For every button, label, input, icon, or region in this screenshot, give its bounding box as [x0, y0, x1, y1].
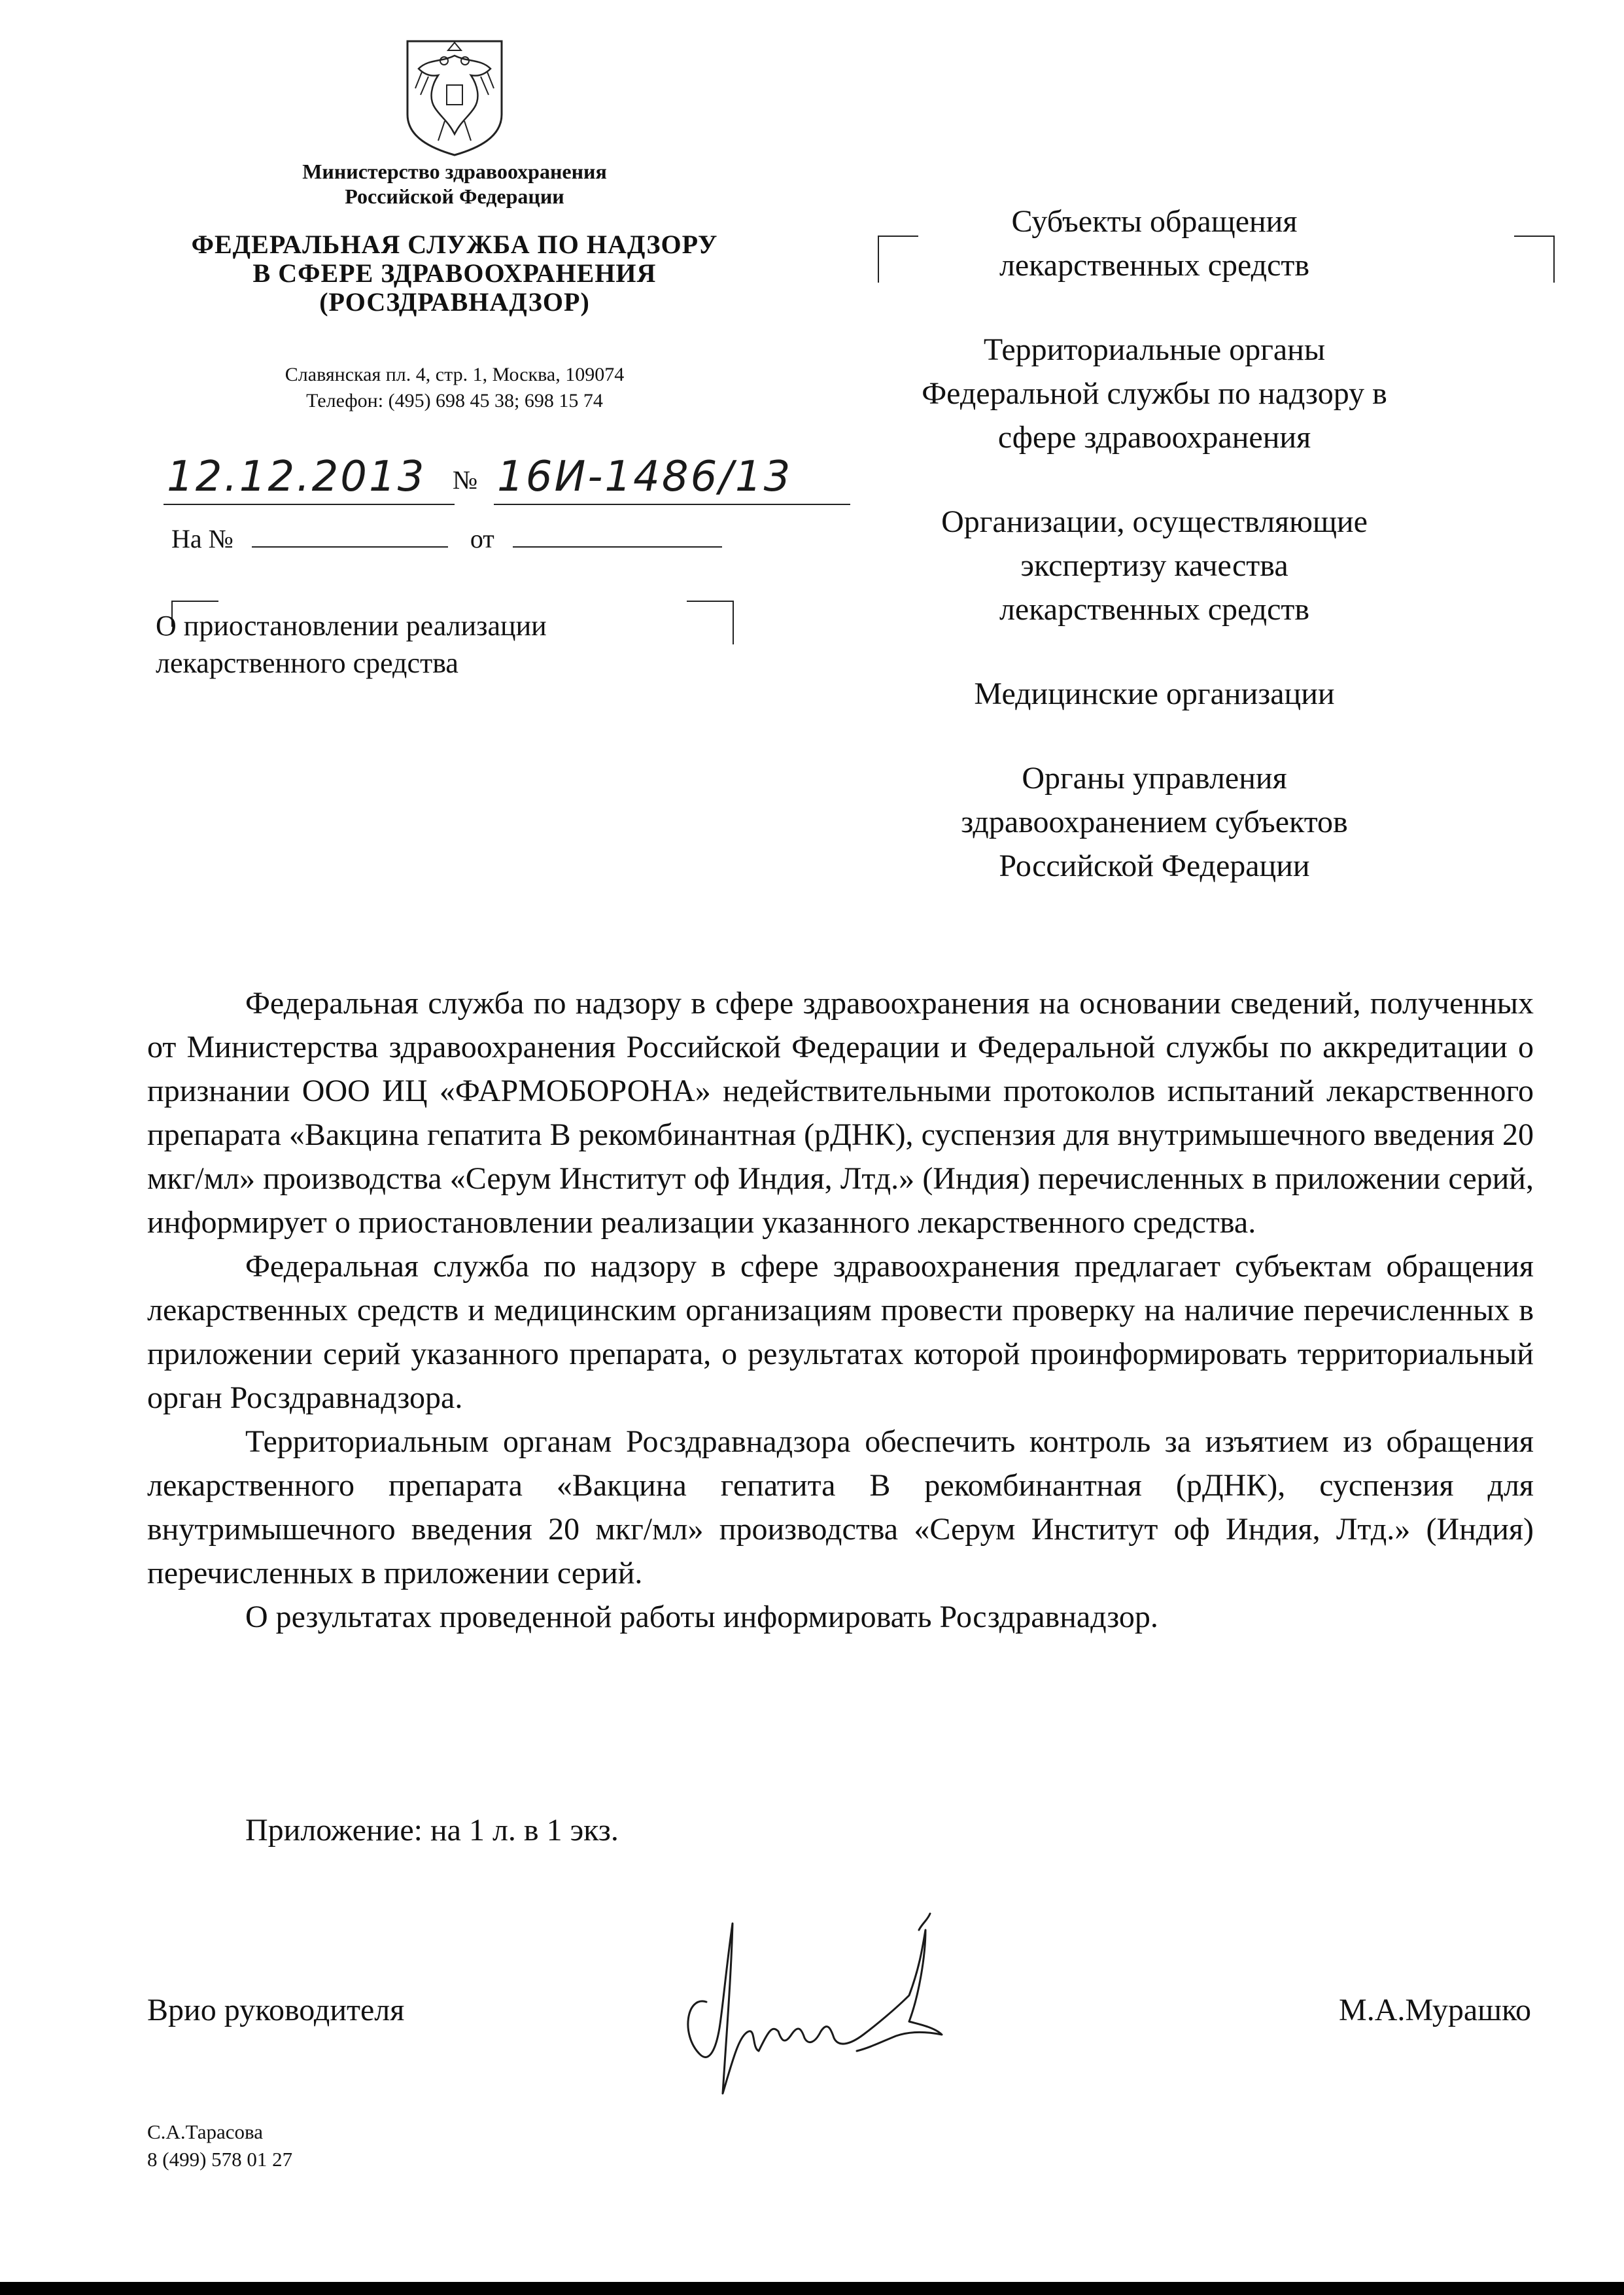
recipient-line: лекарственных средств: [999, 248, 1310, 283]
executor-block: [147, 2118, 292, 2173]
date-underline: [164, 504, 455, 505]
recipients-bracket-right: [1514, 236, 1555, 283]
service-line-2: В СФЕРЕ ЗДРАВООХРАНЕНИЯ: [252, 258, 657, 288]
recipient-line: Субъекты обращения: [1011, 204, 1298, 239]
recipient-line: Медицинские организации: [974, 676, 1335, 711]
recipient-line: сфере здравоохранения: [997, 420, 1311, 455]
attachment-note: Приложение: на 1 л. в 1 экз.: [245, 1813, 619, 1848]
recipient-item: [844, 672, 1465, 716]
body-paragraph-1: Федеральная служба по надзору в сфере здравоохранения на основании сведений, полученных от Министерства здравоохранения Российской Федерации и Федеральной службы по аккредитации о признании ООО ИЦ «ФАРМОБОРОНА» недействительными протоколов испытаний лекарственного препарата «Вакцина гепатита В рекомбинантная (рДНК), суспензия для внутримышечного введения 20 мкг/мл» производства «Серум Институт оф Индия, Лтд.» (Индия) перечисленных в приложении серий, информирует о приостановлении реализации указанного лекарственного средства.: [147, 986, 1534, 1240]
scan-edge-bar: [0, 2282, 1624, 2295]
phone-line: Телефон: (495) 698 45 38; 698 15 74: [306, 390, 603, 412]
service-name: [150, 230, 759, 317]
service-line-3: (РОСЗДРАВНАДЗОР): [319, 287, 590, 317]
handwritten-signature: [661, 1884, 968, 2139]
body-paragraph-2: Федеральная служба по надзору в сфере здравоохранения предлагает субъектам обращения лекарственных средств и медицинским организациям провести проверку на наличие перечисленных в приложении серий указанного препарата, о результатах которой проинформировать территориальный орган Росздравнадзора.: [147, 1249, 1534, 1415]
recipient-item: [844, 500, 1465, 631]
ministry-line-2: Российской Федерации: [345, 184, 564, 208]
body-paragraph-3: Территориальным органам Росздравнадзора обеспечить контроль за изъятием из обращения лекарственного препарата «Вакцина гепатита В рекомбинантная (рДНК), суспензия для внутримышечного введения 20 мкг/мл» производства «Серум Институт оф Индия, Лтд.» (Индия) перечисленных в приложении серий.: [147, 1424, 1534, 1590]
subject: [156, 607, 627, 682]
subject-line-2: лекарственного средства: [156, 647, 458, 679]
subject-line-1: О приостановлении реализации: [156, 610, 547, 642]
recipient-item: [844, 200, 1465, 287]
recipient-item: [844, 756, 1465, 888]
letter-body: [147, 981, 1534, 1639]
recipient-item: [844, 328, 1465, 459]
recipient-line: лекарственных средств: [999, 592, 1310, 627]
ref-label: На №: [171, 524, 233, 553]
ministry-name: [216, 159, 693, 209]
recipient-line: экспертизу качества: [1020, 548, 1288, 583]
recipient-line: Российской Федерации: [999, 849, 1310, 883]
ministry-line-1: Министерство здравоохранения: [302, 160, 607, 183]
executor-name: С.А.Тарасова: [147, 2120, 263, 2143]
registration-date: 12.12.2013: [167, 453, 426, 501]
recipients-list: [844, 200, 1465, 928]
ref-date-blank: [513, 528, 722, 548]
service-line-1: ФЕДЕРАЛЬНАЯ СЛУЖБА ПО НАДЗОРУ: [191, 230, 718, 259]
ref-from-label: от: [470, 524, 494, 553]
executor-phone: 8 (499) 578 01 27: [147, 2148, 293, 2171]
recipient-line: Федеральной службы по надзору в: [922, 376, 1387, 411]
reference-row: [171, 523, 722, 554]
recipient-line: Органы управления: [1022, 761, 1287, 796]
signatory-name: М.А.Мурашко: [1339, 1993, 1531, 2027]
ref-number-blank: [252, 528, 448, 548]
address-block: [196, 362, 713, 414]
number-underline: [494, 504, 850, 505]
recipient-line: Организации, осуществляющие: [941, 504, 1368, 539]
number-label: №: [453, 465, 478, 495]
address-line: Славянская пл. 4, стр. 1, Москва, 109074: [285, 364, 625, 385]
coat-of-arms-emblem: [402, 36, 507, 157]
recipient-line: здравоохранением субъектов: [961, 805, 1348, 839]
subject-bracket-right: [687, 601, 734, 644]
registration-number: 16И-1486/13: [497, 453, 793, 501]
body-paragraph-4: О результатах проведенной работы информировать Росздравнадзор.: [245, 1600, 1158, 1634]
signatory-position: Врио руководителя: [147, 1993, 405, 2027]
recipient-line: Территориальные органы: [983, 332, 1326, 367]
